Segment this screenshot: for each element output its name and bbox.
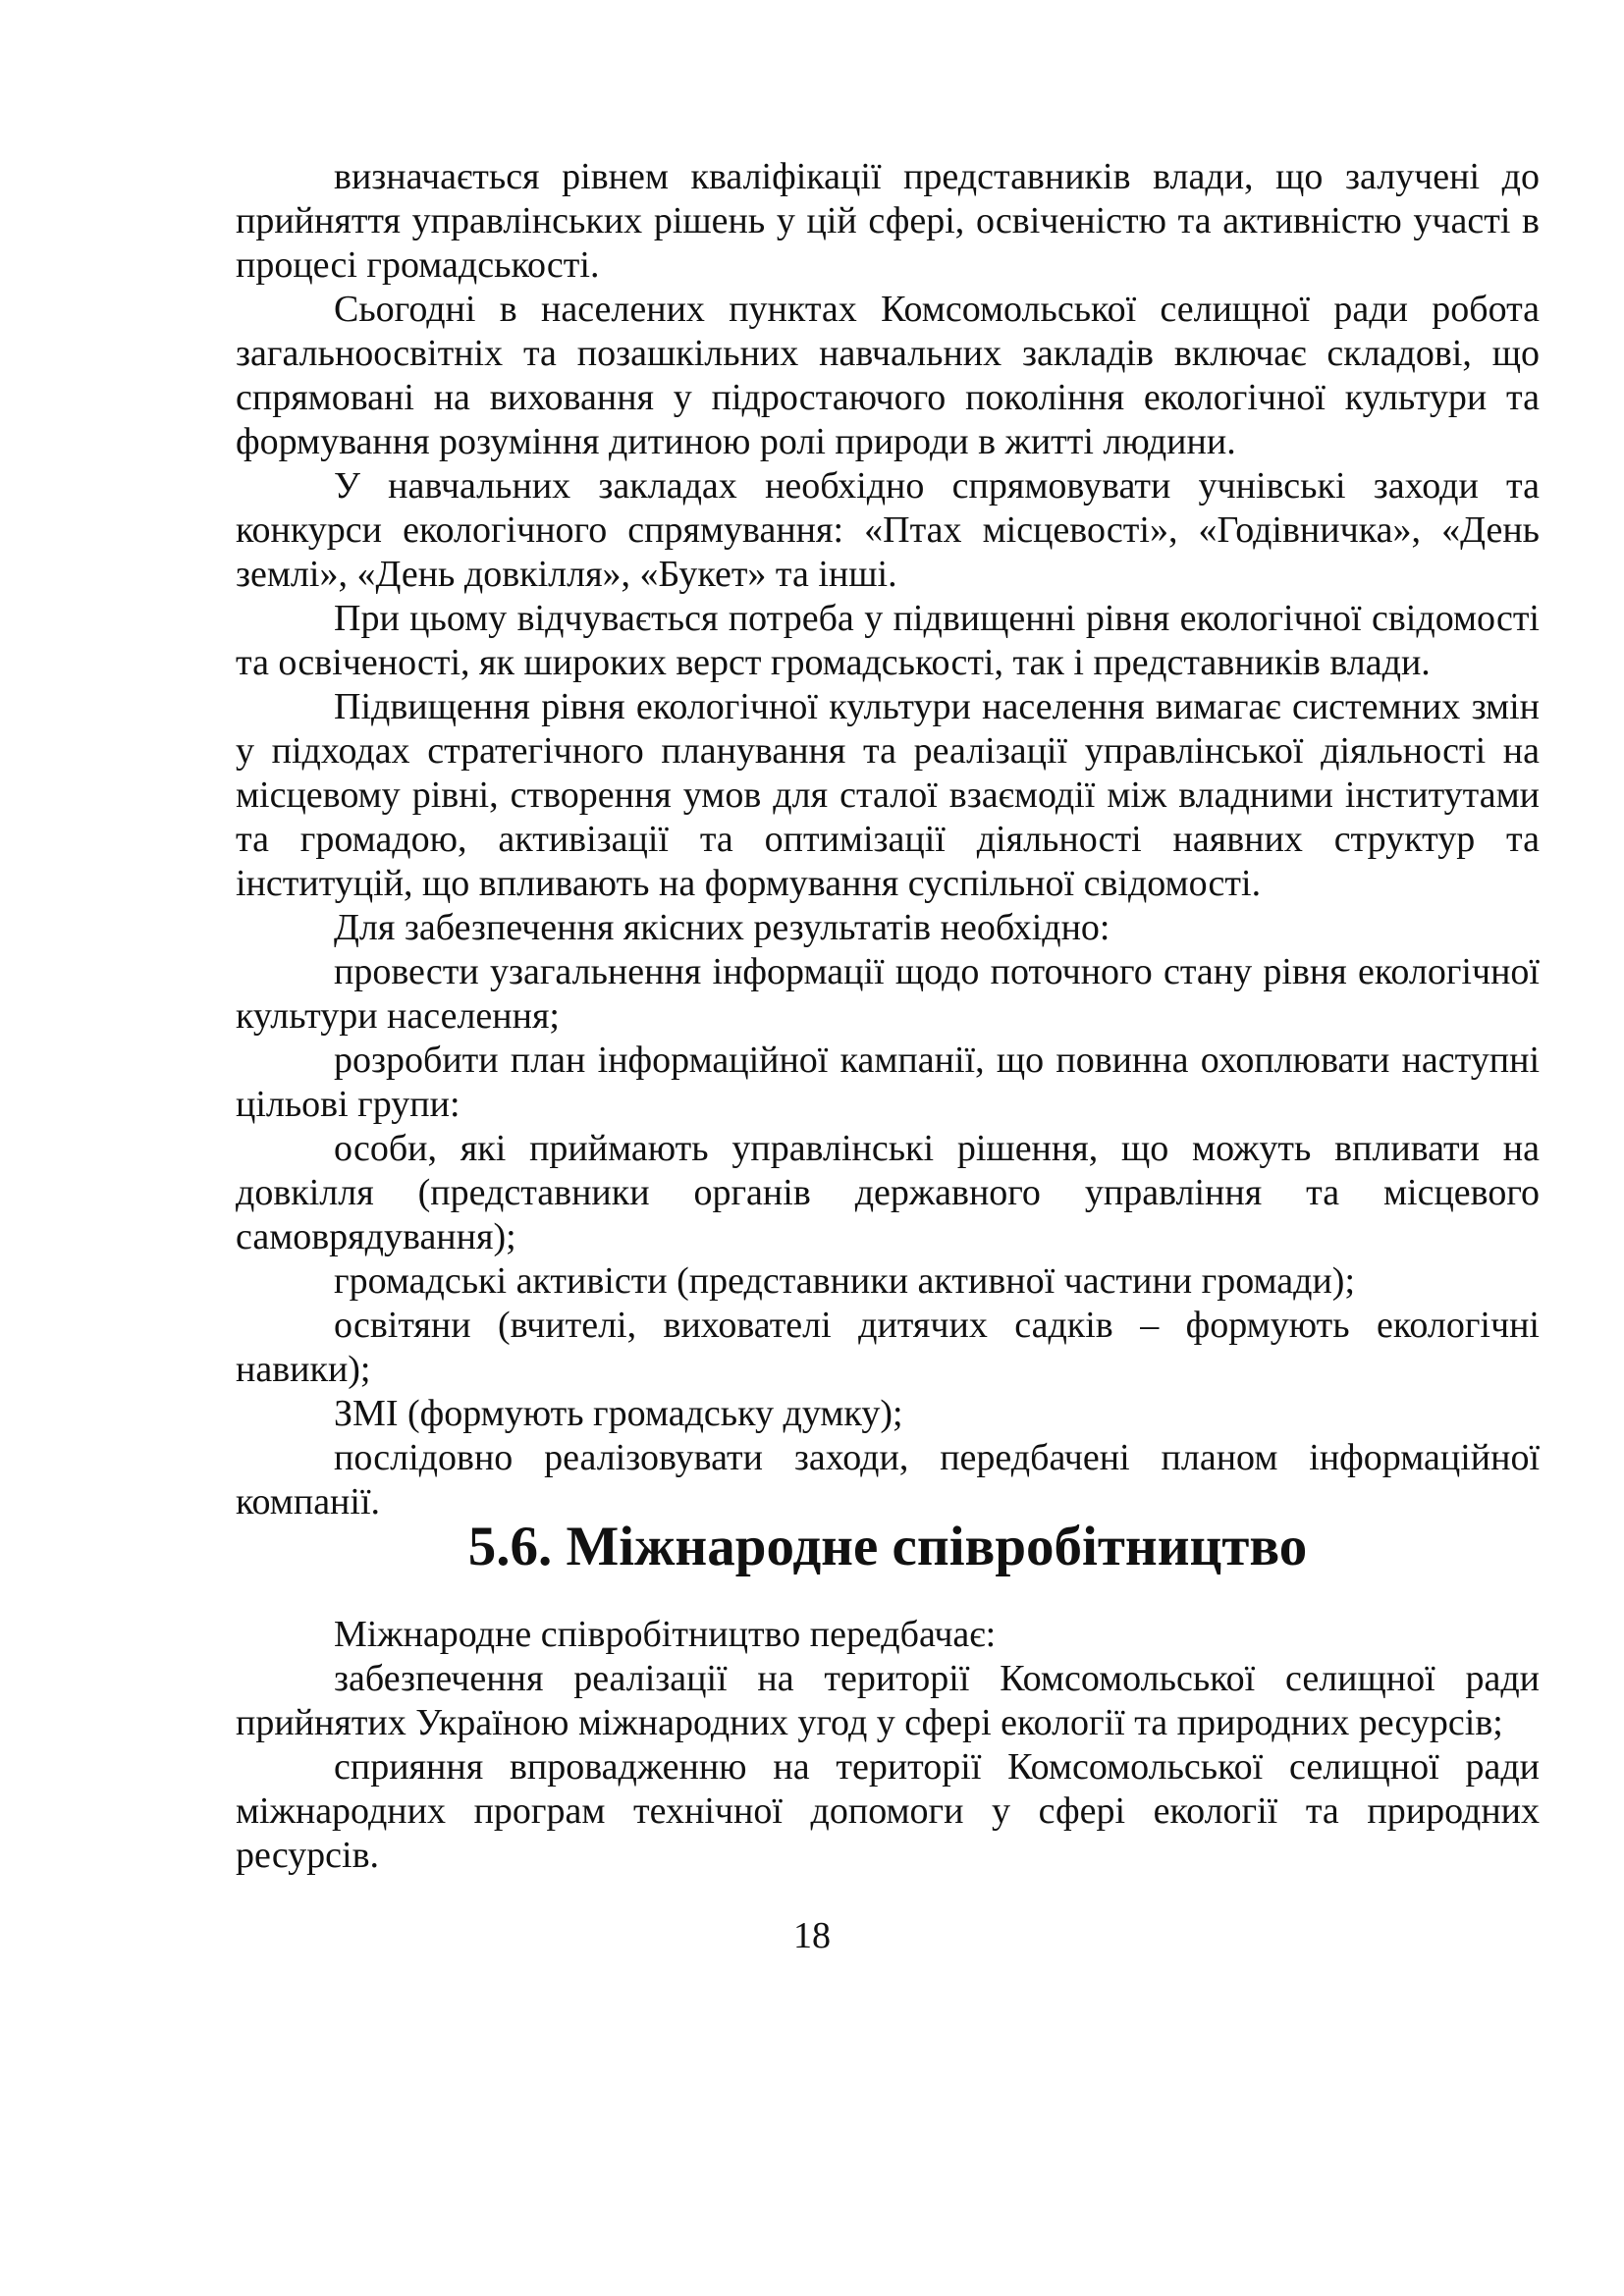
list-item: ЗМІ (формують громадську думку); (334, 1393, 903, 1434)
paragraph: У навчальних закладах необхідно спрямовувати учнівські заходи та конкурси екологічного спрямування: «Птах місцевості», «Годівничка», «День землі», «День довкілля», «Букет» та інші. (236, 465, 1540, 595)
paragraph: Сьогодні в населених пунктах Комсомольської селищної ради робота загальноосвітніх та позашкільних навчальних закладів включає складові, що спрямовані на виховання у підростаючого покоління екологічної культури та формування розуміння дитиною ролі природи в житті людини. (236, 289, 1540, 462)
list-item: провести узагальнення інформації щодо поточного стану рівня екологічної культури населення; (236, 951, 1540, 1037)
paragraph: визначається рівнем кваліфікації представників влади, що залучені до прийняття управлінських рішень у цій сфері, освіченістю та активністю участі в процесі громадськості. (236, 156, 1540, 286)
list-item: послідовно реалізовувати заходи, передбачені планом інформаційної компанії. (236, 1437, 1540, 1522)
paragraph: Для забезпечення якісних результатів необхідно: (334, 907, 1110, 948)
list-item: особи, які приймають управлінські рішення, що можуть впливати на довкілля (представники органів державного управління та місцевого самоврядування); (236, 1128, 1540, 1257)
paragraph: Підвищення рівня екологічної культури населення вимагає системних змін у підходах стратегічного планування та реалізації управлінської діяльності на місцевому рівні, створення умов для сталої взаємодії між владними інститутами та громадою, активізації та оптимізації діяльності наявних структур та інституцій, що впливають на формування суспільної свідомості. (236, 686, 1540, 904)
list-item: освітяни (вчителі, вихователі дитячих садків – формують екологічні навики); (236, 1305, 1540, 1390)
list-item: забезпечення реалізації на території Комсомольської селищної ради прийнятих Україною міжнародних угод у сфері екології та природних ресурсів; (236, 1658, 1540, 1743)
page-number: 18 (793, 1915, 831, 1956)
section-heading: 5.6. Міжнародне співробітництво (467, 1516, 1308, 1577)
list-item: розробити план інформаційної кампанії, що повинна охоплювати наступні цільові групи: (236, 1040, 1540, 1125)
paragraph: При цьому відчувається потреба у підвищенні рівня екологічної свідомості та освіченості, як широких верст громадськості, так і представників влади. (236, 598, 1540, 683)
paragraph: Міжнародне співробітництво передбачає: (334, 1614, 997, 1655)
document-page (236, 155, 1540, 1878)
list-item: сприяння впровадженню на території Комсомольської селищної ради міжнародних програм технічної допомоги у сфері екології та природних ресурсів. (236, 1746, 1540, 1876)
list-item: громадські активісти (представники активної частини громади); (334, 1260, 1356, 1302)
